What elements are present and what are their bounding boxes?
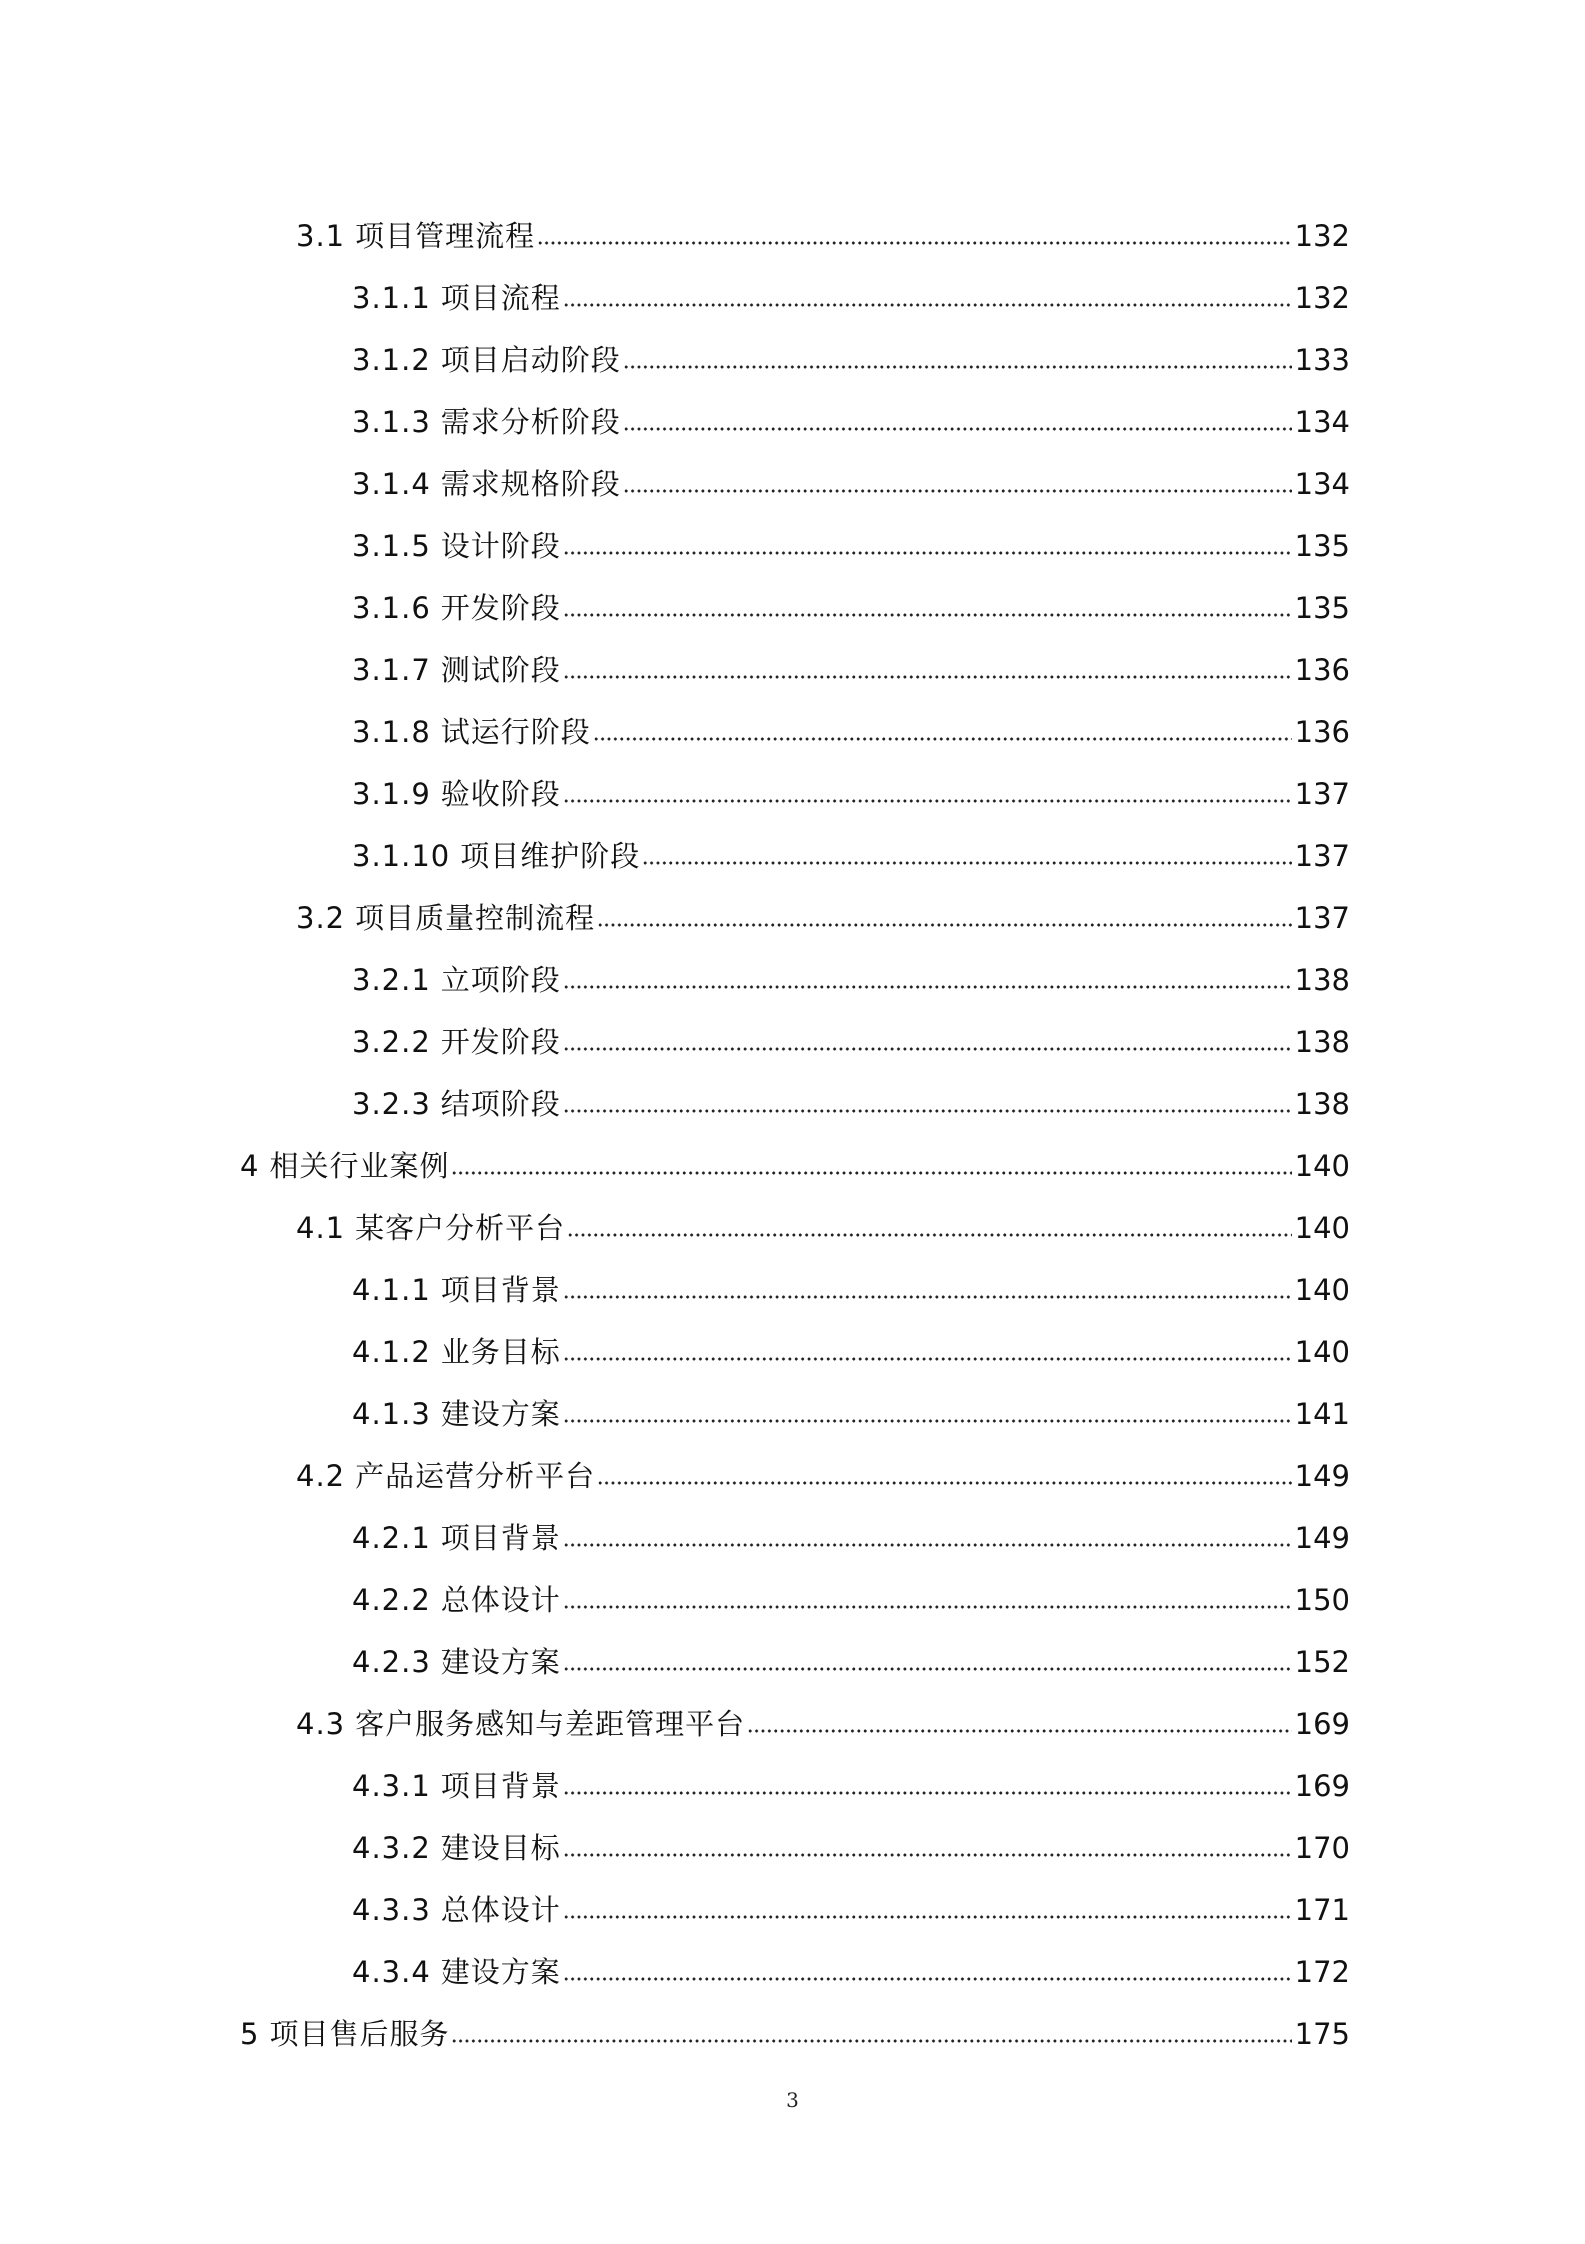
toc-entry-number: 4.1.1 [352,1273,431,1307]
toc-entry[interactable] [0,825,1585,887]
toc-entry-title: 测试阶段 [440,653,561,687]
toc-entry-number: 4.3.3 [352,1893,431,1927]
toc-entry[interactable] [0,763,1585,825]
toc-dot-leader [563,300,1292,310]
toc-entry-title: 试运行阶段 [440,715,591,749]
toc-entry-number: 3.1.4 [352,467,431,501]
toc-entry[interactable] [0,453,1585,515]
toc-entry-page: 149 [1294,1459,1350,1493]
toc-entry[interactable] [0,329,1585,391]
toc-entry-title: 建设方案 [440,1645,561,1679]
toc-entry[interactable] [0,1693,1585,1755]
toc-entry-number: 4 [240,1149,260,1183]
toc-entry-number: 4.3.2 [352,1831,431,1865]
toc-entry-title: 项目售后服务 [269,2017,450,2051]
toc-entry-title: 客户服务感知与差距管理平台 [355,1707,746,1741]
toc-entry[interactable] [0,1073,1585,1135]
toc-entry-page: 132 [1294,281,1350,315]
toc-entry-page: 136 [1294,653,1350,687]
toc-entry-page: 137 [1294,839,1350,873]
toc-dot-leader [451,2036,1292,2046]
toc-dot-leader [537,238,1292,248]
toc-entry-title: 项目背景 [440,1521,561,1555]
toc-entry-number: 3.2.2 [352,1025,431,1059]
toc-entry-title: 建设方案 [440,1955,561,1989]
toc-entry-title: 业务目标 [440,1335,561,1369]
toc-dot-leader [597,920,1292,930]
toc-entry-page: 140 [1294,1273,1350,1307]
toc-dot-leader [623,486,1292,496]
toc-dot-leader [563,1788,1292,1798]
toc-entry-number: 3.2.3 [352,1087,431,1121]
toc-entry-page: 138 [1294,963,1350,997]
toc-entry-page: 170 [1294,1831,1350,1865]
toc-dot-leader [563,1416,1292,1426]
toc-dot-leader [563,1664,1292,1674]
toc-entry-number: 4.2.1 [352,1521,431,1555]
toc-entry-title: 总体设计 [440,1583,561,1617]
toc-entry-title: 立项阶段 [440,963,561,997]
toc-entry-page: 134 [1294,467,1350,501]
toc-entry[interactable] [0,2003,1585,2065]
toc-entry[interactable] [0,267,1585,329]
toc-dot-leader [563,610,1292,620]
toc-entry-number: 3.1.7 [352,653,431,687]
toc-entry[interactable] [0,1817,1585,1879]
toc-entry-title: 开发阶段 [440,1025,561,1059]
toc-entry-title: 建设目标 [440,1831,561,1865]
toc-dot-leader [563,1540,1292,1550]
toc-entry-number: 4.1.2 [352,1335,431,1369]
toc-entry-title: 某客户分析平台 [355,1211,566,1245]
toc-entry-page: 133 [1294,343,1350,377]
toc-entry[interactable] [0,639,1585,701]
toc-entry[interactable] [0,1507,1585,1569]
toc-entry[interactable] [0,515,1585,577]
toc-dot-leader [563,1602,1292,1612]
toc-entry-page: 138 [1294,1087,1350,1121]
toc-dot-leader [563,1106,1292,1116]
toc-entry-page: 169 [1294,1707,1350,1741]
toc-dot-leader [563,1292,1292,1302]
toc-entry[interactable] [0,1197,1585,1259]
toc-entry[interactable] [0,577,1585,639]
toc-entry[interactable] [0,1755,1585,1817]
toc-entry-page: 137 [1294,777,1350,811]
toc-entry-number: 4.3.1 [352,1769,431,1803]
toc-entry-number: 4.2.2 [352,1583,431,1617]
toc-entry-page: 149 [1294,1521,1350,1555]
toc-entry[interactable] [0,391,1585,453]
toc-entry-page: 138 [1294,1025,1350,1059]
toc-entry-title: 设计阶段 [440,529,561,563]
toc-entry-number: 3.2.1 [352,963,431,997]
toc-entry-number: 5 [240,2017,260,2051]
toc-entry-title: 项目背景 [440,1273,561,1307]
toc-entry[interactable] [0,1383,1585,1445]
toc-entry[interactable] [0,1011,1585,1073]
toc-entry-title: 项目管理流程 [355,219,536,253]
toc-entry-title: 项目维护阶段 [460,839,641,873]
toc-entry-title: 项目启动阶段 [440,343,621,377]
toc-entry-title: 验收阶段 [440,777,561,811]
toc-entry-title: 产品运营分析平台 [355,1459,596,1493]
table-of-contents [0,205,1585,2065]
toc-entry-number: 4.2 [296,1459,346,1493]
toc-dot-leader [563,1912,1292,1922]
toc-dot-leader [563,1354,1292,1364]
toc-entry-page: 169 [1294,1769,1350,1803]
toc-dot-leader [597,1478,1292,1488]
toc-entry-title: 项目质量控制流程 [355,901,596,935]
toc-entry-title: 总体设计 [440,1893,561,1927]
toc-entry-page: 171 [1294,1893,1350,1927]
toc-entry-number: 3.1.3 [352,405,431,439]
toc-entry[interactable] [0,205,1585,267]
toc-entry[interactable] [0,701,1585,763]
toc-entry-title: 需求分析阶段 [440,405,621,439]
toc-entry-number: 3.1.5 [352,529,431,563]
toc-entry-page: 140 [1294,1211,1350,1245]
toc-entry[interactable] [0,1445,1585,1507]
toc-entry-title: 建设方案 [440,1397,561,1431]
toc-entry-number: 3.2 [296,901,346,935]
toc-entry-number: 3.1.1 [352,281,431,315]
toc-entry-number: 3.1.9 [352,777,431,811]
toc-entry[interactable] [0,1941,1585,2003]
toc-entry[interactable] [0,1259,1585,1321]
toc-entry-title: 结项阶段 [440,1087,561,1121]
toc-entry[interactable] [0,887,1585,949]
toc-dot-leader [563,672,1292,682]
toc-entry-page: 172 [1294,1955,1350,1989]
toc-entry-title: 开发阶段 [440,591,561,625]
toc-entry-page: 141 [1294,1397,1350,1431]
toc-entry-number: 4.3 [296,1707,346,1741]
toc-entry-number: 3.1.10 [352,839,451,873]
toc-entry-title: 项目背景 [440,1769,561,1803]
toc-entry-page: 134 [1294,405,1350,439]
toc-entry[interactable] [0,1631,1585,1693]
toc-dot-leader [563,1044,1292,1054]
toc-entry[interactable] [0,1321,1585,1383]
toc-entry-number: 3.1.2 [352,343,431,377]
toc-dot-leader [563,1850,1292,1860]
toc-dot-leader [563,1974,1292,1984]
toc-dot-leader [623,362,1292,372]
toc-entry-number: 4.3.4 [352,1955,431,1989]
toc-entry-page: 132 [1294,219,1350,253]
toc-entry-title: 项目流程 [440,281,561,315]
page-number: 3 [786,2088,799,2112]
toc-dot-leader [593,734,1292,744]
toc-entry-page: 175 [1294,2017,1350,2051]
toc-entry-page: 140 [1294,1335,1350,1369]
toc-dot-leader [563,548,1292,558]
toc-entry-page: 135 [1294,591,1350,625]
toc-entry-title: 相关行业案例 [269,1149,450,1183]
toc-dot-leader [747,1726,1292,1736]
toc-dot-leader [623,424,1292,434]
toc-entry-page: 140 [1294,1149,1350,1183]
toc-entry-number: 3.1 [296,219,346,253]
toc-entry-page: 135 [1294,529,1350,563]
toc-entry-number: 4.1 [296,1211,346,1245]
toc-entry-number: 3.1.8 [352,715,431,749]
toc-dot-leader [642,858,1292,868]
toc-entry-number: 3.1.6 [352,591,431,625]
toc-entry-title: 需求规格阶段 [440,467,621,501]
toc-dot-leader [567,1230,1292,1240]
toc-entry[interactable] [0,1569,1585,1631]
toc-dot-leader [563,982,1292,992]
toc-entry[interactable] [0,1879,1585,1941]
toc-entry-page: 137 [1294,901,1350,935]
toc-entry-number: 4.1.3 [352,1397,431,1431]
toc-entry-page: 152 [1294,1645,1350,1679]
toc-entry-page: 150 [1294,1583,1350,1617]
toc-dot-leader [563,796,1292,806]
toc-entry-number: 4.2.3 [352,1645,431,1679]
toc-dot-leader [451,1168,1292,1178]
toc-entry-page: 136 [1294,715,1350,749]
toc-entry[interactable] [0,1135,1585,1197]
toc-entry[interactable] [0,949,1585,1011]
